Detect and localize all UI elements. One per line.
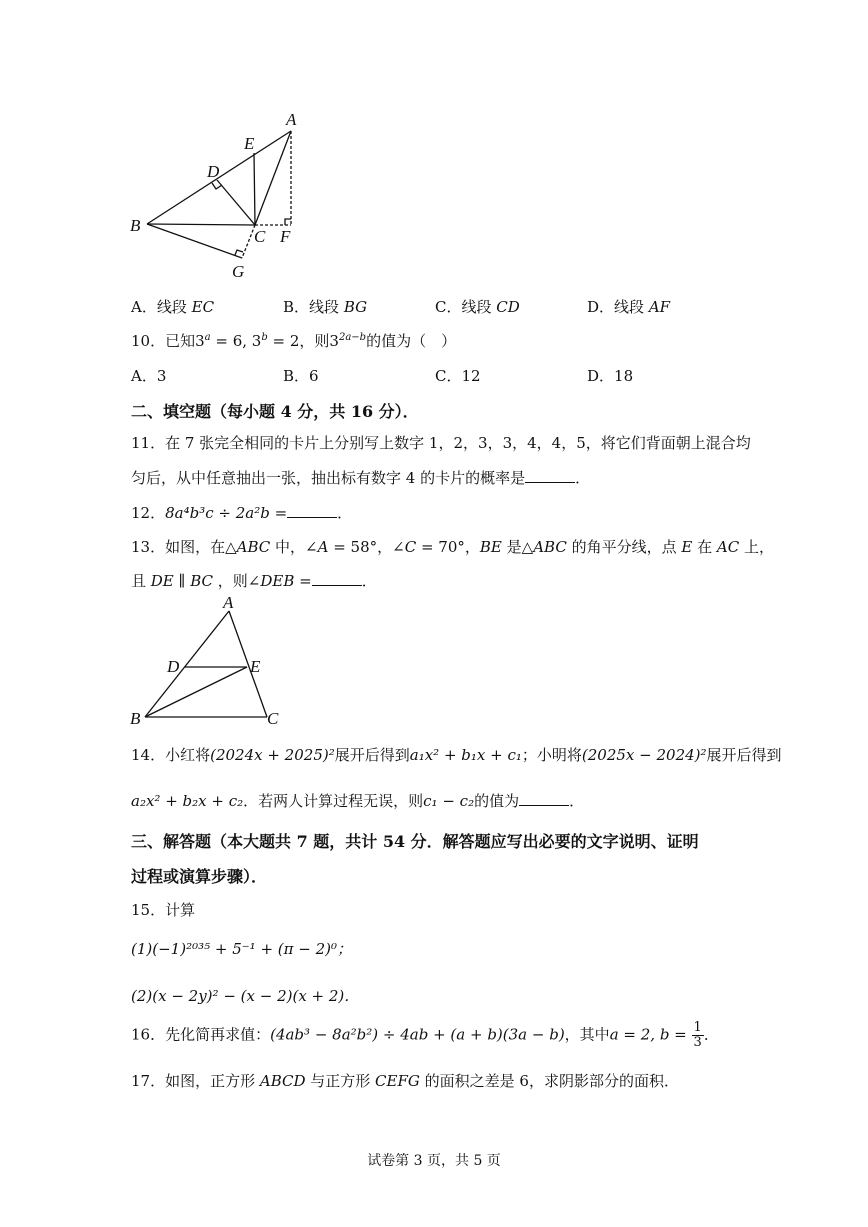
q14-line2: a₂x² + b₂x + c₂．若两人计算过程无误，则c₁ − c₂的值为 ． xyxy=(131,792,585,810)
q17: 17．如图，正方形 ABCD 与正方形 CEFG 的面积之差是 6，求阴影部分的面积． xyxy=(131,1072,679,1090)
segment-BE xyxy=(145,667,247,717)
q9-option-d: D．线段 AF xyxy=(587,298,671,316)
segment-DC xyxy=(217,180,255,225)
q10-option-c: C．12 xyxy=(435,367,481,385)
label-F: F xyxy=(280,227,291,246)
q15-part1: (1)(−1)²⁰³⁵ + 5⁻¹ + (π − 2)⁰； xyxy=(131,940,353,958)
q10-option-d: D．18 xyxy=(587,367,634,385)
label-C: C xyxy=(267,709,279,728)
q12: 12．8a⁴b³c ÷ 2a²b = ． xyxy=(131,504,353,522)
q15-part2: (2)(x − 2y)² − (x − 2)(x + 2)． xyxy=(131,987,360,1005)
label-C: C xyxy=(254,227,266,246)
q9-option-a: A．线段 EC xyxy=(131,298,215,316)
label-B: B xyxy=(130,709,141,728)
label-E: E xyxy=(244,134,255,153)
right-angle-G xyxy=(235,250,243,255)
q12-answer-blank[interactable] xyxy=(287,503,337,518)
segment-BC xyxy=(147,224,255,225)
q11-answer-blank[interactable] xyxy=(525,468,575,483)
segment-EC xyxy=(254,153,255,225)
q11-line2: 匀后，从中任意抽出一张，抽出标有数字 4 的卡片的概率是 ． xyxy=(131,469,591,487)
section-2-heading: 二、填空题（每小题 4 分，共 16 分）． xyxy=(131,402,419,421)
q13-line2: 且 DE ∥ BC ，则∠DEB = ． xyxy=(131,572,377,590)
label-D: D xyxy=(167,657,180,676)
segment-AC xyxy=(229,611,267,717)
q16: 16．先化简再求值：(4ab³ − 8a²b²) ÷ 4ab + (a + b)(3a − b)，其中a = 2, b = $\frac{1}{3}$ ． xyxy=(131,1020,719,1050)
label-A: A xyxy=(223,593,234,612)
segment-CA xyxy=(255,131,291,225)
section-3-heading-line1: 三、解答题（本大题共 7 题，共计 54 分．解答题应写出必要的文字说明、证明 xyxy=(131,832,699,851)
segment-AB xyxy=(145,611,229,717)
q9-option-c: C．线段 CD xyxy=(435,298,520,316)
q14-answer-blank[interactable] xyxy=(519,791,569,806)
q10-option-b: B．6 xyxy=(283,367,319,385)
figure-13-triangle xyxy=(125,593,295,733)
label-G: G xyxy=(232,262,245,281)
label-E: E xyxy=(250,657,261,676)
q9-option-b: B．线段 BG xyxy=(283,298,368,316)
q10-stem: 10．已知$3^a = 6$, $3^b = 2$，则$3^{2a-b}$的值为（ ） xyxy=(131,332,457,350)
q14-line1: 14．小红将(2024x + 2025)²展开后得到a₁x² + b₁x + c₁；小明将(2025x − 2024)²展开后得到 xyxy=(131,746,782,764)
figure-9-geometry xyxy=(120,105,320,285)
q10-option-a: A．3 xyxy=(131,367,167,385)
q15-title: 15．计算 xyxy=(131,901,196,919)
q11-line1: 11．在 7 张完全相同的卡片上分别写上数字 1，2，3，3，4，4，5，将它们背面朝上混合均 xyxy=(131,434,751,452)
fraction-one-third: $\frac{1}{3}$ xyxy=(693,1020,702,1050)
section-3-heading-line2: 过程或演算步骤）． xyxy=(131,867,268,886)
page-footer: 试卷第 3 页，共 5 页 xyxy=(367,1153,501,1169)
segment-BG xyxy=(147,224,242,258)
label-D: D xyxy=(207,162,220,181)
q13-answer-blank[interactable] xyxy=(312,571,362,586)
label-B: B xyxy=(130,216,141,235)
q13-line1: 13．如图，在△ABC 中，∠A = 58°，∠C = 70°，BE 是△ABC 的角平分线，点 E 在 AC 上， xyxy=(131,538,774,556)
label-A: A xyxy=(286,110,297,129)
right-angle-F xyxy=(285,219,291,225)
